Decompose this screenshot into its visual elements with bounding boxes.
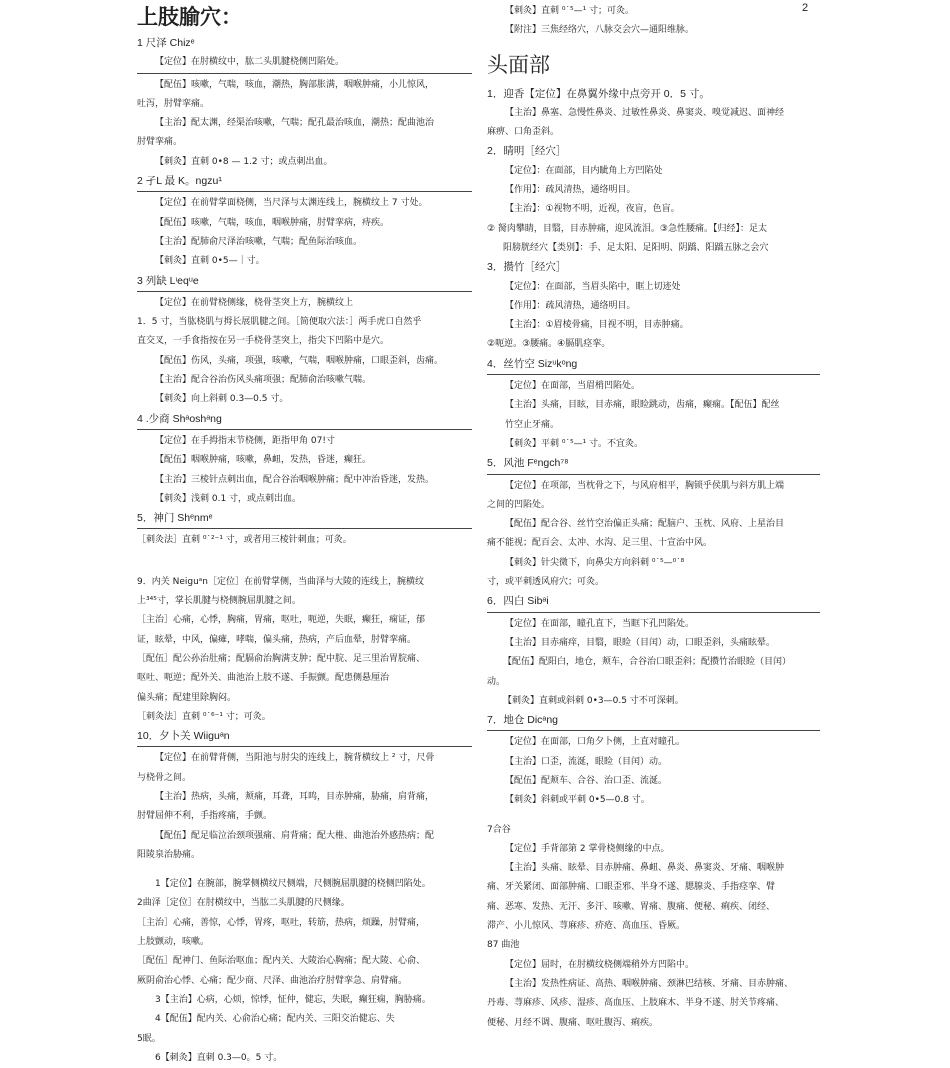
paragraph: 【主治】配合谷治伤风头痛项强；配肺俞治咳嗽气喘。 — [155, 375, 372, 386]
paragraph: 丹毒、荨麻疹、风疹、湿疹、高血压、上肢麻木、半身不遂、肘关节疼痛、 — [487, 998, 785, 1009]
paragraph: ［刺灸法］直刺 ⁰˙²⁻¹ 寸，或者用三棱针刺血；可灸。 — [137, 535, 352, 546]
paragraph: 寸，或平刺透风府穴；可灸。 — [487, 577, 605, 588]
paragraph: ［主治］心痛，心悸，胸痛，胃痛，呕吐，呃逆，失眠，癫狂，痫证，郁 — [137, 615, 426, 626]
paragraph: 【主治】目赤痛痒，目翳，眼睑（目闰）动，口眼歪斜，头痛眩晕。 — [505, 637, 776, 648]
paragraph: 【配伍】配阳白，地仓，颊车，合谷治口眼歪斜；配攒竹治眼睑（目闰） — [503, 657, 792, 668]
paragraph: 【定位】在面部，瞳孔直下，当眶下孔凹陷处。 — [505, 618, 695, 629]
paragraph: 【配伍】配颊车、合谷、治口歪、流涎。 — [505, 775, 668, 786]
paragraph: ［主治］心痛，善惊，心悸，胃疼，呕吐，转筋，热病，烦躁，肘臂痛， — [137, 917, 426, 928]
paragraph: 2曲泽［定位］在肘横纹中，当肱二头肌腱的尺侧缘。 — [137, 898, 350, 909]
paragraph: 【主治】头痛、眩晕、目赤肿痛、鼻衄、鼻炎、鼻窦炎、牙痛、咽喉肿 — [505, 863, 785, 874]
paragraph: 【主治】配肺俞尺泽治咳嗽，气喘；配鱼际治咳血。 — [155, 236, 363, 247]
paragraph: 痛、牙关紧闭、面部肿痛、口眼歪邪、半身不遂、腮腺炎、手指痉挛、臂 — [487, 882, 776, 893]
point-heading: 7合谷 — [487, 824, 511, 835]
spacer — [487, 811, 820, 821]
paragraph: 【定位】：在面部，目内眦角上方凹陷处 — [505, 165, 663, 176]
paragraph: 痛、恶寒、发热、无汗、多汗、咳嗽、胃痛、腹痛、便秘、痢疾、闭经、 — [487, 901, 776, 912]
paragraph: 【附注】三焦经络穴，八脉交会穴—通阳维脉。 — [505, 25, 695, 36]
paragraph: 【定位】在面部，口角夕卜侧，上直对瞳孔。 — [505, 737, 686, 748]
paragraph: 【主治】头痛，目眩，目赤痛，眼睑跳动，齿痛，癫痫。【配伍】配丝 — [505, 400, 780, 411]
paragraph: 【刺灸】平刺 ⁰˙⁵—¹ 寸。不宜灸。 — [505, 438, 644, 449]
paragraph: 【主治】热病，头痛，颊痛，耳聋，耳鸣，目赤肿痛，胁痛，肩背痛， — [155, 791, 435, 802]
paragraph: 吐泻，肘臂挛痛。 — [137, 98, 210, 109]
paragraph: 【定位】在肘横纹中，肱二头肌腱桡侧凹陷处。 — [137, 53, 472, 73]
page-number: 2 — [802, 2, 809, 14]
paragraph: ［配伍］配神门、鱼际治呕血；配内关、大陵治心胸痛；配大陵、心俞、 — [137, 956, 426, 967]
point-heading: 6．四白 Sibᵃi — [487, 592, 820, 612]
spacer — [137, 551, 472, 573]
paragraph: 滞产、小儿惊风、荨麻疹、疥疮、高血压、昏厥。 — [487, 921, 686, 932]
paragraph: 【刺灸】针尖微下，向鼻尖方向斜刺 ⁰˙⁵—⁰˙⁸ — [505, 557, 685, 568]
paragraph: 呕吐、呃逆；配外关、曲池治上肢不遂、手振颤。配患侧悬厘治 — [137, 673, 390, 684]
paragraph: 【主治】：①视物不明，近视，夜盲，色盲。 — [505, 204, 680, 215]
point-heading: 1．迎香【定位】在鼻翼外缘中点旁开 0．5 寸。 — [487, 87, 710, 100]
point-heading: 2 孑L 最 K。ngzu¹ — [137, 172, 472, 192]
paragraph: ② 胬肉攀睛，目翳，目赤肿痛，迎风流泪。③急性腰痛。【归经】：足太 — [487, 223, 767, 234]
paragraph: 肘臂屈伸不利，手指疼痛，手颤。 — [137, 811, 273, 822]
paragraph: 【配伍】咽喉肿痛，咳嗽，鼻衄，发热，昏迷，癫狂。 — [155, 455, 372, 466]
paragraph: 【定位】在前臂背侧，当阳池与肘尖的连线上，腕背横纹上 ² 寸，尺骨 — [155, 753, 435, 764]
point-heading: 3 列缺 Lᶦeqᵘe — [137, 272, 472, 292]
paragraph: 【主治】口歪，流涎，眼睑（目闰）动。 — [505, 756, 668, 767]
paragraph: 偏头痛；配建里除胸闷。 — [137, 692, 237, 703]
paragraph: 【配伍】伤风，头痛，项强，咳嗽，气喘，咽喉肿痛，口眼歪斜，齿痛。 — [155, 355, 444, 366]
point-heading: 1 尺泽 Chizᵉ — [137, 37, 195, 49]
paragraph: 【主治】发热性病证、高热、咽喉肿痛、颈淋巴结核、牙痛、目赤肿痛、 — [505, 978, 794, 989]
paragraph: ②呃逆。③腰痛。④膈肌痉挛。 — [487, 339, 611, 350]
paragraph: 【刺灸】斜刺或平刺 0•5—0.8 寸。 — [505, 795, 650, 806]
paragraph: 【作用】：疏风清热，通络明目。 — [505, 300, 636, 311]
paragraph: 痛不能视；配百会、太冲、水沟、足三里、十宣治中风。 — [487, 538, 713, 549]
paragraph: 【主治】配太渊，经渠治咳嗽，气喘；配孔最治咳血，潮热；配曲池治 — [155, 118, 435, 129]
paragraph: 9．内关 Neiguᵃn［定位］在前臂掌侧，当曲泽与大陵的连线上，腕横纹 — [137, 576, 425, 587]
paragraph: 【配伍】咳嗽，气喘，咳血，咽喉肿痛，肘臂挛病，痔疾。 — [155, 217, 390, 228]
point-heading: 4．丝竹空 Sizᵘkᵒng — [487, 355, 820, 375]
point-heading: 5．风池 Fᵉngch⁷⁸ — [487, 454, 820, 474]
paragraph: ［配伍］配公孙治肚痛；配膈俞治胸满支肿；配中脘、足三里治胃脘痛、 — [137, 653, 426, 664]
paragraph: 之间的凹陷处。 — [487, 499, 551, 510]
paragraph: 【定位】手背部第 2 掌骨桡侧缘的中点。 — [505, 843, 670, 854]
paragraph: 【刺灸】直刺或斜刺 0•3—0.5 寸不可深刺。 — [503, 695, 684, 706]
paragraph: 竹空止牙痛。 — [505, 419, 560, 430]
point-heading: 87 曲池 — [487, 940, 520, 951]
paragraph: 【定位】在前臂掌面桡侧，当尺泽与太渊连线上，腕横纹上 7 寸处。 — [155, 198, 428, 209]
left-column — [137, 0, 472, 1068]
paragraph: 【定位】在项部，当枕骨之下，与风府相平，胸锁乎侯肌与斜方肌上端 — [505, 480, 785, 491]
paragraph: 动。 — [487, 676, 506, 687]
paragraph: 6【刺灸】直刺 0.3—0。5 寸。 — [155, 1052, 283, 1063]
paragraph: 【主治】三棱针点刺出血，配合谷治咽喉肿痛；配中冲治昏迷，发热。 — [155, 474, 435, 485]
section-title-head-face: 头面部 — [487, 52, 550, 77]
paragraph: 便秘、月经不调、腹痛、呕吐腹泻、痢疾。 — [487, 1017, 659, 1028]
spacer — [137, 865, 472, 875]
paragraph: 厥阴俞治心悸、心痛；配少商、尺泽、曲池治疗肘臂挛急、肩臂痛。 — [137, 975, 408, 986]
right-column — [487, 2, 820, 1033]
paragraph: 【定位】在手拇指末节桡侧，距指甲角 07!寸 — [155, 435, 335, 446]
paragraph: 1【定位】在腕部，腕掌侧横纹尺侧端，尺侧腕屈肌腱的桡侧凹陷处。 — [155, 879, 431, 890]
paragraph: 【定位】在面部，当眉梢凹陷处。 — [505, 381, 641, 392]
paragraph: 阳陵泉治胁痛。 — [137, 849, 201, 860]
paragraph: 1．5 寸，当肱桡肌与拇长展肌腱之间。［简便取穴法：］两手虎口自然乎 — [137, 317, 422, 328]
point-heading: 2．睛明［经穴］ — [487, 145, 567, 158]
paragraph: 【主治】：①眉棱骨痛，目视不明，目赤肿痛。 — [505, 320, 689, 331]
point-heading: 4 .少商 Shᵃoshᵃng — [137, 410, 472, 430]
paragraph: 与桡骨之间。 — [137, 772, 192, 783]
paragraph: 上肢颤动，咳嗽。 — [137, 937, 210, 948]
point-heading: 7．地仓 Dicᵃng — [487, 711, 820, 731]
paragraph: 【刺灸】浅刺 0.1 寸，或点刺出血。 — [155, 493, 302, 504]
paragraph: 麻痹、口角歪斜。 — [487, 127, 560, 138]
section-title-upper-limb: 上肢腧穴： — [137, 5, 242, 29]
paragraph: 【配伍】配合谷、丝竹空治偏正头痛；配脑户、玉枕、风府、上星治目 — [505, 519, 785, 530]
paragraph: 【刺灸】向上斜刺 0.3—0.5 寸。 — [155, 394, 289, 405]
paragraph: 上³⁴⁵寸，掌长肌腱与桡侧腕屈肌腱之间。 — [137, 596, 301, 607]
paragraph: 【作用】：疏风清热，通络明目。 — [505, 185, 636, 196]
point-heading: 5．神门 Shᵉnmᵉ — [137, 509, 472, 529]
paragraph: 【定位】在前臂桡侧缘，桡骨茎突上方，腕横纹上 — [155, 297, 354, 308]
paragraph: 4【配伍】配内关、心俞治心痛；配内关、三阳交治健忘、失 — [155, 1014, 395, 1025]
paragraph: 证，眩晕，中风，偏瘫，哮喘，偏头痛，热病，产后血晕，肘臂挛痛。 — [137, 634, 417, 645]
paragraph: 【定位】屈时，在肘横纹桡侧端稍外方凹陷中。 — [505, 959, 695, 970]
point-heading: 10．夕卜关 Wiiguᵃn — [137, 727, 472, 747]
paragraph: 阳膀胱经穴【类别】：手、足太阳、足阳明、阴蹻、阳蹻五脉之会穴 — [503, 242, 769, 253]
paragraph: 【定位】：在面部，当眉头陷中，眶上切迹处 — [505, 281, 681, 292]
paragraph: 3【主治】心病，心烦，惊悸，怔仲，健忘，失眠，癫狂痫，胸胁痛。 — [155, 994, 431, 1005]
paragraph: 【配伍】咳嗽，气喘，咳血，潮热，胸部胀满，咽喉肿痛，小儿惊风， — [155, 79, 435, 90]
paragraph: 肘臂挛痛。 — [137, 137, 183, 148]
paragraph: 5眠。 — [137, 1033, 161, 1044]
point-heading: 3．攒竹［经穴］ — [487, 261, 567, 274]
paragraph: 【刺灸】直刺 0•8 — 1.2 寸；或点刺出血。 — [155, 156, 333, 167]
paragraph: 【刺灸】直刺 0•5—｜寸。 — [155, 256, 265, 267]
paragraph: 直交叉，一手食指按在另一手桡骨茎突上，指尖下凹陷中是穴。 — [137, 336, 390, 347]
paragraph: ［刺灸法］直刺 ⁰˙⁶⁻¹ 寸；可灸。 — [137, 711, 271, 722]
paragraph: 【主治】鼻塞、急慢性鼻炎、过敏性鼻炎、鼻窦炎、嗅觉减迟、面神经 — [505, 107, 785, 118]
paragraph: 【刺灸】直刺 ⁰˙⁵—¹ 寸；可灸。 — [505, 6, 635, 16]
paragraph: 【配伍】配足临泣治颈项强痛、肩背痛；配大椎、曲池治外感热病；配 — [155, 830, 435, 841]
